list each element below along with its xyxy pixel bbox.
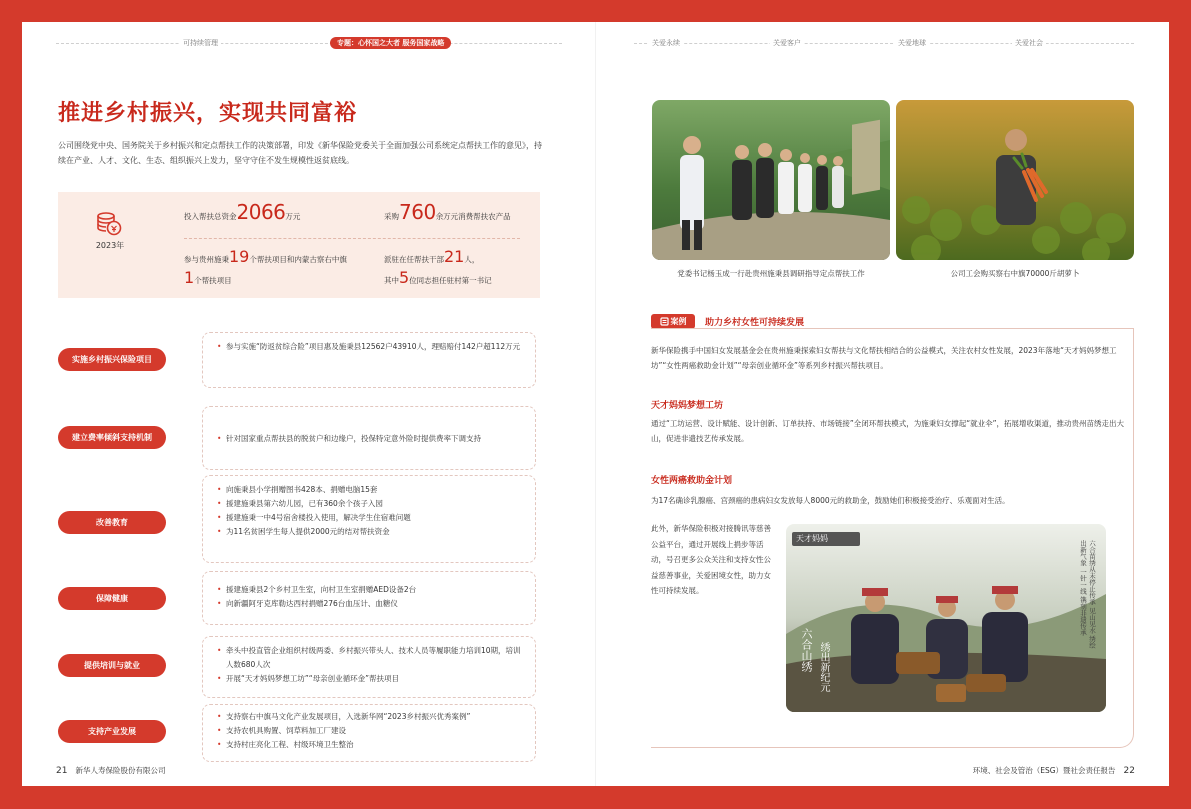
nav-item-active-topic[interactable]: 专题：心怀国之大者 服务国家战略 <box>330 37 451 49</box>
initiative-details <box>202 571 536 625</box>
report-spread <box>22 22 1169 786</box>
nav-item-sustainability[interactable]: 可持续管理 <box>180 38 221 48</box>
intro-paragraph: 公司围绕党中央、国务院关于乡村振兴和定点帮扶工作的决策部署，印发《新华保险党委关于全面加强公司系统定点帮扶工作的意见》，持续在产业、人才、文化、生态、组织振兴上发力，坚守守住不发生规模性返贫底线。 <box>58 141 542 165</box>
bullet-item: • 支持农机具购置、饲草料加工厂建设 <box>217 724 525 738</box>
bullet-item: • 牵头中投直管企业组织村级两委、乡村振兴带头人、技术人员等履职能力培训10期，培训人数680人次 <box>217 644 525 672</box>
footer-right <box>973 765 1135 776</box>
stats-box <box>58 192 540 298</box>
stat-purchases: 采购760余万元消费帮扶农产品 <box>384 200 511 224</box>
stat-total-funds: 投入帮扶总资金2066万元 <box>184 200 301 224</box>
footer-left <box>56 765 165 776</box>
poster-logo-text: 天才妈妈 <box>796 534 828 543</box>
bullet-item: • 向施秉县小学捐赠图书428本、捐赠电脑15套 <box>217 483 525 497</box>
bullet-item: • 参与实施“防返贫综合险”项目惠及施秉县12562户43910人，理赔赔付142户超112万元 <box>217 340 525 354</box>
page-title: 推进乡村振兴，实现共同富裕 <box>58 101 358 126</box>
caption-carrot-harvest: 公司工会购买察右中旗70000斤胡萝卜 <box>950 269 1080 278</box>
subheading-dream-workshop: 天才妈妈梦想工坊 <box>651 401 724 411</box>
subheading-cancer-aid: 女性两癌救助金计划 <box>651 476 733 486</box>
bullet-item: • 开展“天才妈妈梦想工坊”“母亲创业循环金”帮扶项目 <box>217 672 525 686</box>
page-divider <box>595 22 596 786</box>
page-number-left: 21 <box>56 766 68 776</box>
initiative-details <box>202 704 536 762</box>
stats-divider <box>184 238 520 239</box>
bullet-item: • 针对国家重点帮扶县的脱贫户和边缘户，投保特定意外险时提供费率下调支持 <box>217 432 525 446</box>
coins-icon <box>96 210 122 236</box>
initiative-label: 实施乡村振兴保险项目 <box>58 348 166 371</box>
bullet-item: • 援建施秉一中4号宿舍楼投入使用，解决学生住宿难问题 <box>217 511 525 525</box>
poster-embroidery <box>786 524 1106 712</box>
photo-inspection-visit <box>652 100 890 260</box>
initiative-details <box>202 475 536 563</box>
dream-workshop-text: 通过“工坊运营、设计赋能、设计创新、订单扶持、市场链接”全闭环帮扶模式，为施秉妇女撑起“就业伞”，拓展增收渠道，推动贵州苗绣走出大山，促进非遗技艺传承发展。 <box>651 419 1125 443</box>
nav-item-2[interactable]: 关爱客户 <box>770 38 804 48</box>
top-navigation <box>22 36 1169 50</box>
bullet-item: • 为11名贫困学生每人提供2000元的结对帮扶资金 <box>217 525 525 539</box>
initiative-label: 建立费率倾斜支持机制 <box>58 426 166 449</box>
case-intro: 新华保险携手中国妇女发展基金会在贵州施秉探索妇女帮扶与文化帮扶相结合的公益模式，关注农村女性发展，2023年落地“天才妈妈梦想工坊”“女性两癌救助金计划”“母亲创业循环金”等系列乡村振兴帮扶项目。 <box>651 346 1117 370</box>
cancer-aid-text: 为17名确诊乳腺癌、宫颈癌的患病妇女发放每人8000元的救助金，鼓励她们积极接受治疗、乐观面对生活。 <box>651 496 1010 505</box>
stats-year: 2023年 <box>95 241 125 250</box>
bullet-item: • 援建施秉县2个乡村卫生室，向村卫生室捐赠AED设备2台 <box>217 583 525 597</box>
initiative-label: 保障健康 <box>58 587 166 610</box>
bullet-item: • 向新疆阿牙克库勒达西村捐赠276台血压计、血糖仪 <box>217 597 525 611</box>
nav-item-3[interactable]: 关爱地球 <box>895 38 929 48</box>
footer-company: 新华人寿保险股份有限公司 <box>75 766 166 775</box>
bullet-item: • 援建施秉县第六幼儿园，已有360余个孩子入园 <box>217 497 525 511</box>
poster-vertical-text: 六合苗绣从未停止传承 见山见水 绣绘出新气象 一针一线 镌刻非遗传承 <box>1079 540 1096 649</box>
case-title: 助力乡村女性可持续发展 <box>705 318 805 328</box>
poster-title-1: 六合山绣 <box>800 628 813 672</box>
case-file-icon <box>660 317 669 326</box>
bullet-item: • 支持村庄亮化工程、村级环境卫生整治 <box>217 738 525 752</box>
stat-cadres: 派驻在任帮扶干部21人， 其中5位同志担任驻村第一书记 <box>384 247 492 287</box>
footer-report-title: 环境、社会及管治（ESG）暨社会责任报告 <box>972 766 1116 775</box>
stat-projects: 参与贵州施秉19个帮扶项目和内蒙古察右中旗 1个帮扶项目 <box>184 247 347 287</box>
caption-inspection-visit: 党委书记杨玉成一行赴贵州施秉县调研指导定点帮扶工作 <box>677 269 865 278</box>
nav-item-4[interactable]: 关爱社会 <box>1012 38 1046 48</box>
closing-text: 此外，新华保险积极对接腾讯等慈善公益平台，通过开展线上捐步等活动，号召更多公众关注和支持女性公益慈善事业，关爱困境女性，助力女性可持续发展。 <box>651 524 771 595</box>
poster-title-2: 绣出新纪元 <box>818 642 829 692</box>
initiative-label: 提供培训与就业 <box>58 654 166 677</box>
page-number-right: 22 <box>1123 766 1135 776</box>
initiative-label: 支持产业发展 <box>58 720 166 743</box>
initiative-details <box>202 406 536 470</box>
initiative-label: 改善教育 <box>58 511 166 534</box>
nav-item-1[interactable]: 关爱永续 <box>649 38 683 48</box>
initiative-details <box>202 332 536 388</box>
case-tag: 案例 <box>651 314 695 329</box>
photo-carrot-harvest <box>896 100 1134 260</box>
bullet-item: • 支持察右中旗马文化产业发展项目，入选新华网“2023乡村振兴优秀案例” <box>217 710 525 724</box>
initiative-details <box>202 636 536 698</box>
